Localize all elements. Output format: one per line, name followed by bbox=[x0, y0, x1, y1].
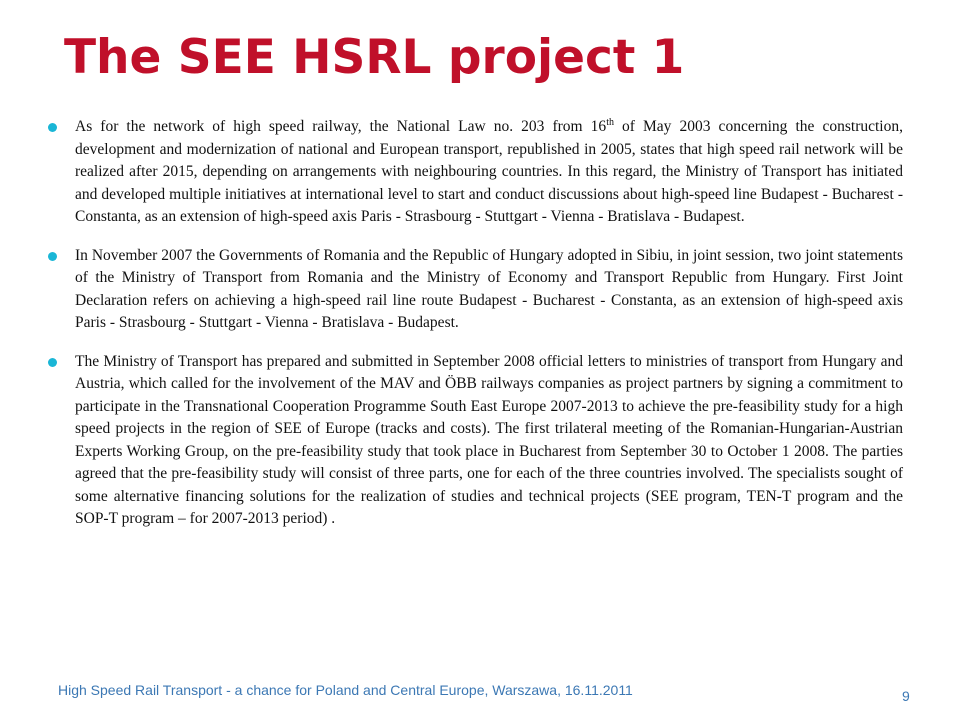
slide-footer: High Speed Rail Transport - a chance for Poland and Central Europe, Warszawa, 16.11.2011 bbox=[58, 682, 633, 698]
ordinal-suffix: th bbox=[606, 116, 614, 128]
bullet-dot-icon bbox=[48, 123, 57, 132]
bullet-dot-icon bbox=[48, 358, 57, 367]
bullet-text-part: of May 2003 concerning the construction, development and modernization of national and European transport, republished in 2005, states that high speed rail network will be realized after 2015, depending on arrangements with neighbouring countries. In this regard, the Ministry of Transport has initiated and developed multiple initiatives at international level to start and conduct discussions about high-speed line Budapest - Bucharest - Constanta, as an extension of high-speed axis Paris - Strasbourg - Stuttgart - Vienna - Bratislava - Budapest. bbox=[75, 118, 903, 225]
bullet-item bbox=[48, 116, 903, 229]
bullet-text: In November 2007 the Governments of Romania and the Republic of Hungary adopted in Sibiu, in joint session, two joint statements of the Ministry of Transport from Romania and the Ministry of Economy and Transport Republic from Hungary. First Joint Declaration refers on achieving a high-speed rail line route Budapest - Bucharest - Constanta, as an extension of high-speed axis Paris - Strasbourg - Stuttgart - Vienna - Bratislava - Budapest. bbox=[75, 246, 903, 331]
bullet-item bbox=[48, 245, 903, 335]
bullet-dot-icon bbox=[48, 252, 57, 261]
bullet-text bbox=[75, 116, 903, 229]
bullet-text-part: As for the network of high speed railway, the National Law no. 203 from 16 bbox=[75, 118, 607, 135]
page-number: 9 bbox=[902, 688, 910, 704]
bullet-item bbox=[48, 351, 903, 531]
slide-title: The SEE HSRL project 1 bbox=[64, 30, 685, 85]
slide-content bbox=[48, 116, 903, 547]
bullet-text: The Ministry of Transport has prepared and submitted in September 2008 official letters to ministries of transport from Hungary and Austria, which called for the involvement of the MAV and ÖBB railways companies as project partners by signing a commitment to participate in the Transnational Cooperation Programme South East Europe 2007-2013 to achieve the pre-feasibility study for a high speed projects in the region of SEE of Europe (tracks and costs). The first trilateral meeting of the Romanian-Hungarian-Austrian Experts Working Group, on the pre-feasibility study that took place in Bucharest from September 30 to October 1 2008. The parties agreed that the pre-feasibility study will consist of three parts, one for each of the three countries involved. The specialists sought of some alternative financing solutions for the realization of studies and technical projects (SEE program, TEN-T program and the SOP-T program – for 2007-2013 period) . bbox=[75, 352, 903, 527]
